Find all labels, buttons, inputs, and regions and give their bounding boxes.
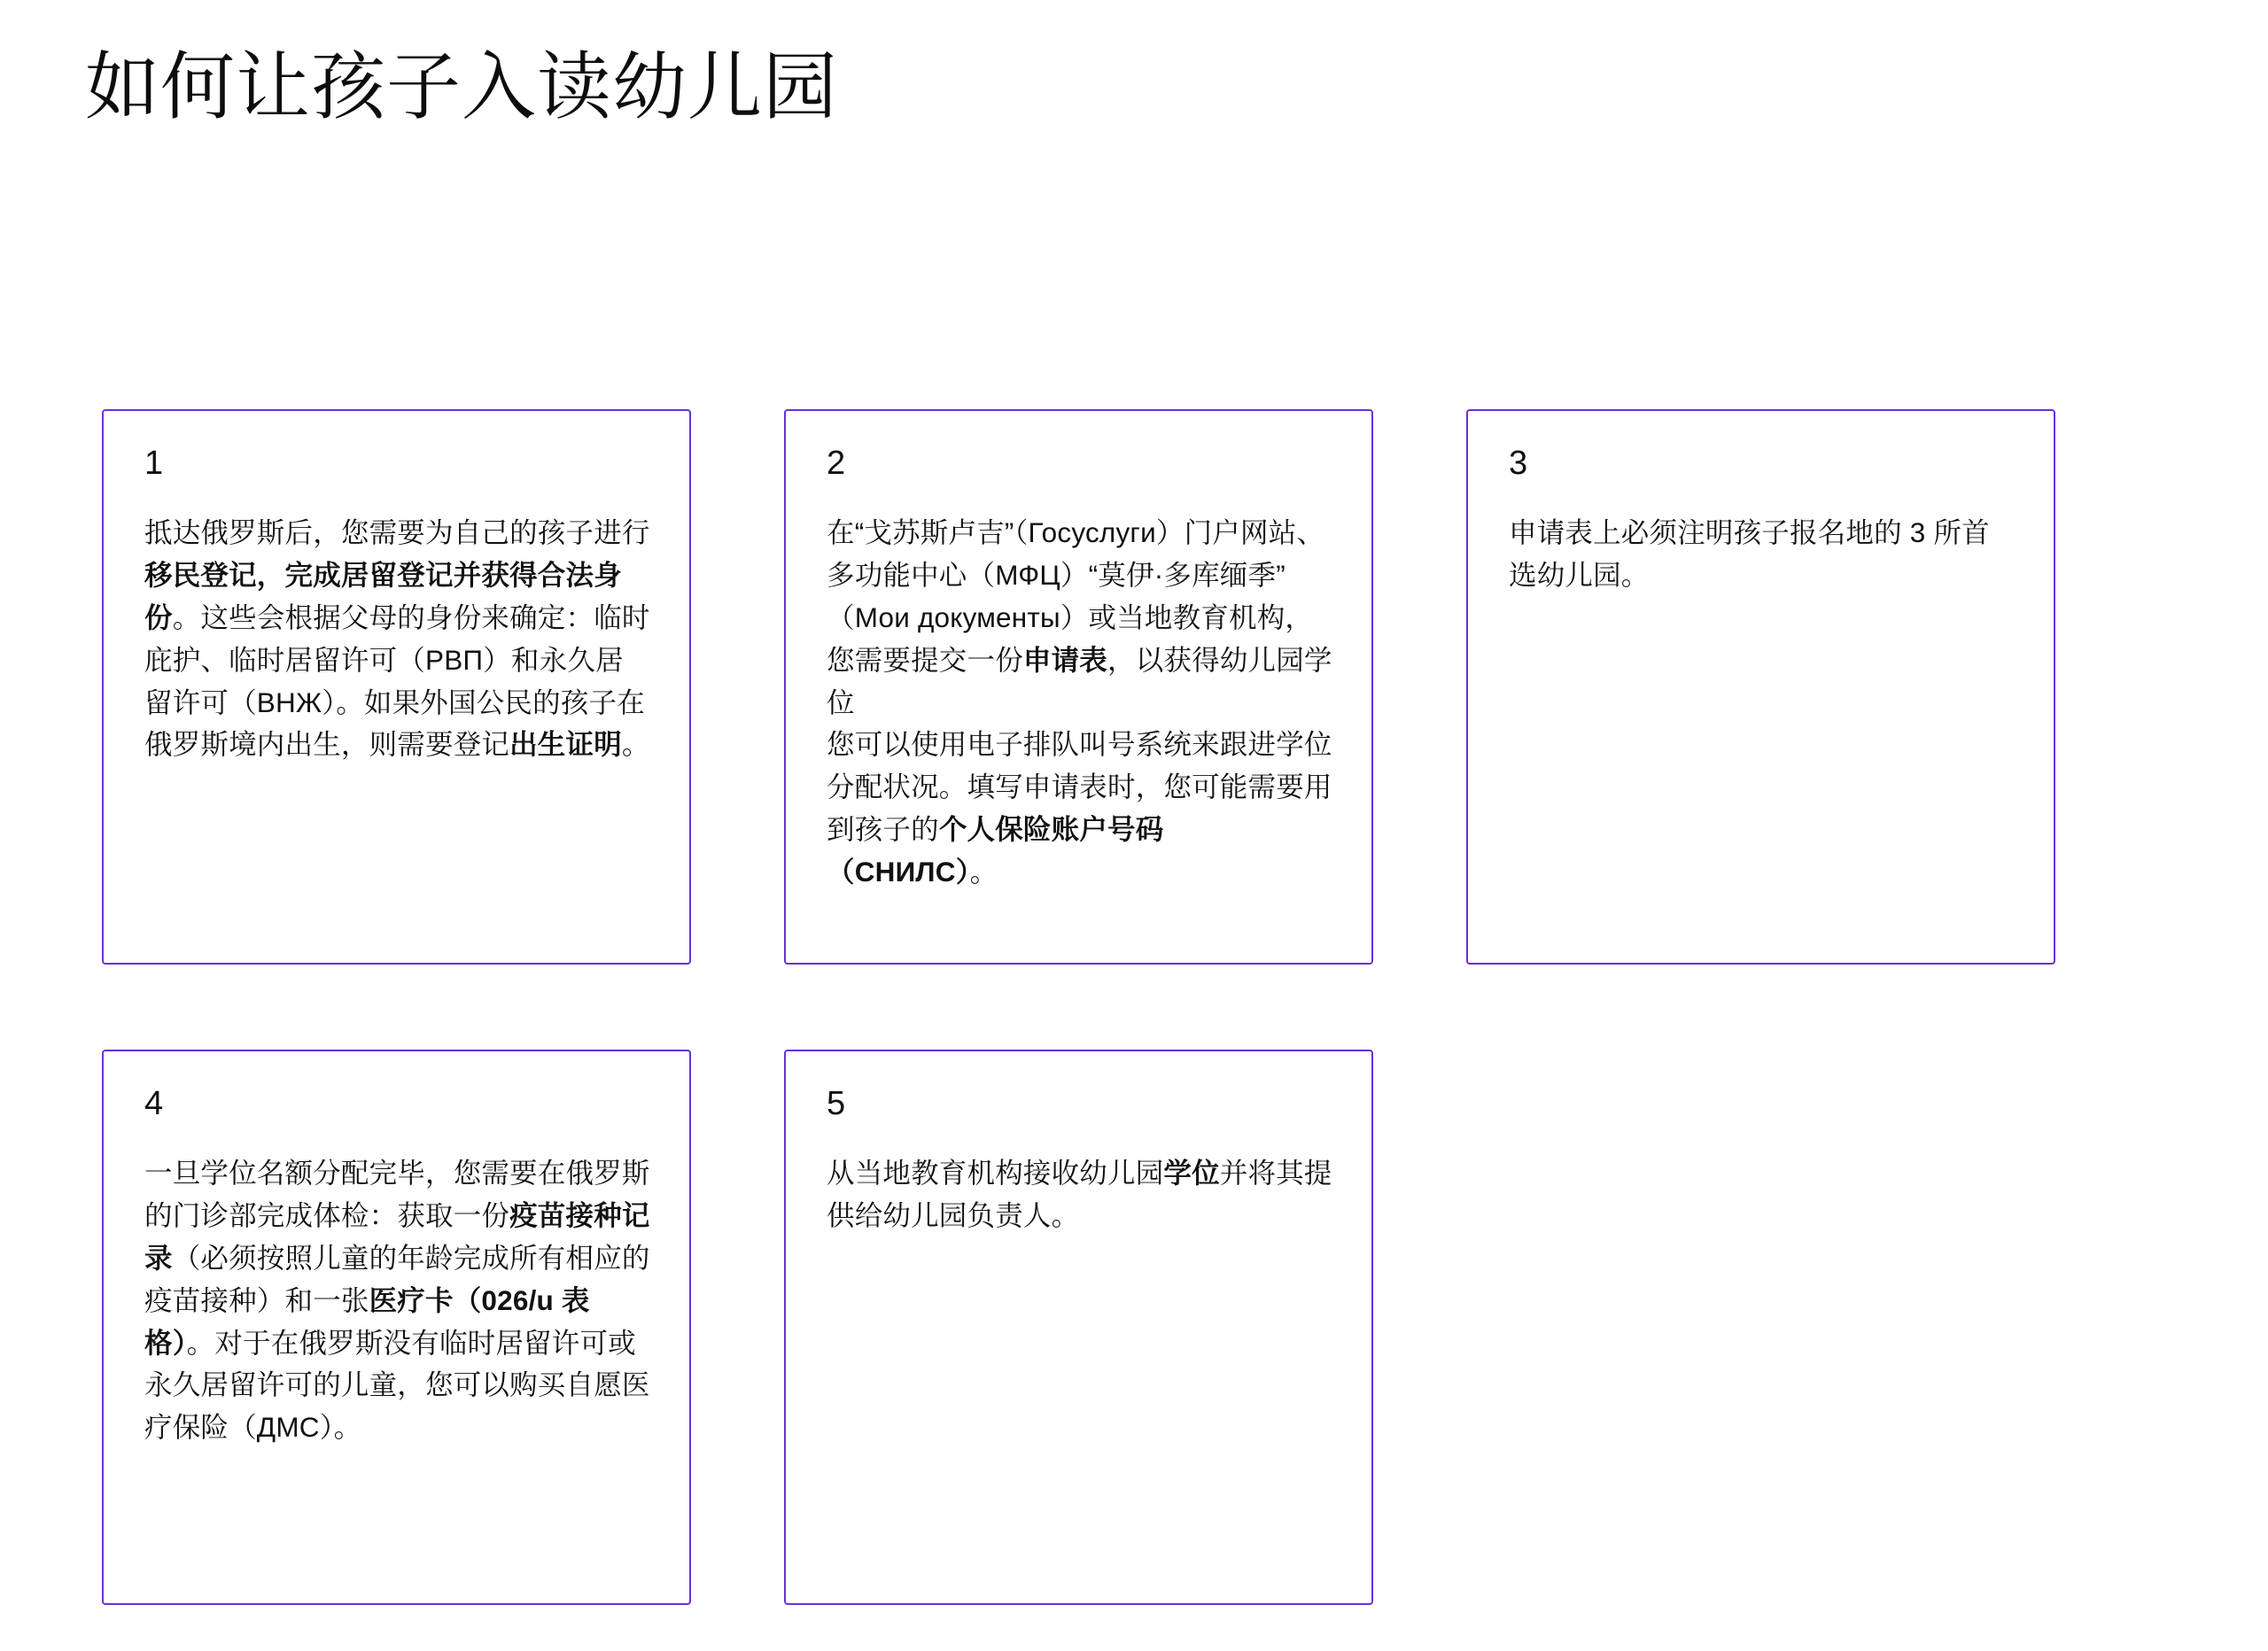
steps-grid (102, 409, 2166, 1605)
step-number: 1 (144, 445, 164, 482)
step-text: 申请表上必须注明孩子报名地的 3 所首选幼儿园。 (1509, 516, 1990, 591)
steps-row-bottom (102, 1050, 2166, 1605)
step-number: 3 (1509, 445, 1528, 482)
step-card-4 (102, 1050, 691, 1605)
step-card-1 (102, 409, 691, 965)
step-card-2 (784, 409, 1373, 965)
step-text: 抵达俄罗斯后，您需要为自己的孩子进行移民登记，完成居留登记并获得合法身份。这些会根据父母的身份来确定：临时庇护、临时居留许可（РВП）和永久居留许可（ВНЖ）。如果外国公民的孩子在俄罗斯境内出生，则需要登记出生证明。 (144, 516, 650, 761)
step-text: 在“戈苏斯卢吉”（Госуслуги）门户网站、多功能中心（МФЦ）“莫伊·多库缅季”（Мои документы）或当地教育机构，您需要提交一份申请表，以获得幼儿园学位 您可以使用电子排队叫号系统来跟进学位分配状况。填写申请表时，您可能需要用到孩子的个人保险账户号码（СНИЛС）。 (827, 516, 1332, 888)
step-text: 从当地教育机构接收幼儿园学位并将其提供给幼儿园负责人。 (827, 1157, 1332, 1231)
steps-row-top (102, 409, 2166, 965)
step-number: 2 (827, 445, 846, 482)
step-number: 4 (144, 1085, 164, 1122)
step-card-3 (1466, 409, 2055, 965)
page-title: 如何让孩子入读幼儿园 (85, 45, 839, 128)
step-text: 一旦学位名额分配完毕，您需要在俄罗斯的门诊部完成体检：获取一份疫苗接种记录（必须按照儿童的年龄完成所有相应的疫苗接种）和一张医疗卡（026/u 表格）。对于在俄罗斯没有临时居留许可或永久居留许可的儿童，您可以购买自愿医疗保险（ДМС）。 (144, 1157, 650, 1444)
step-card-5 (784, 1050, 1373, 1605)
step-number: 5 (827, 1085, 846, 1122)
